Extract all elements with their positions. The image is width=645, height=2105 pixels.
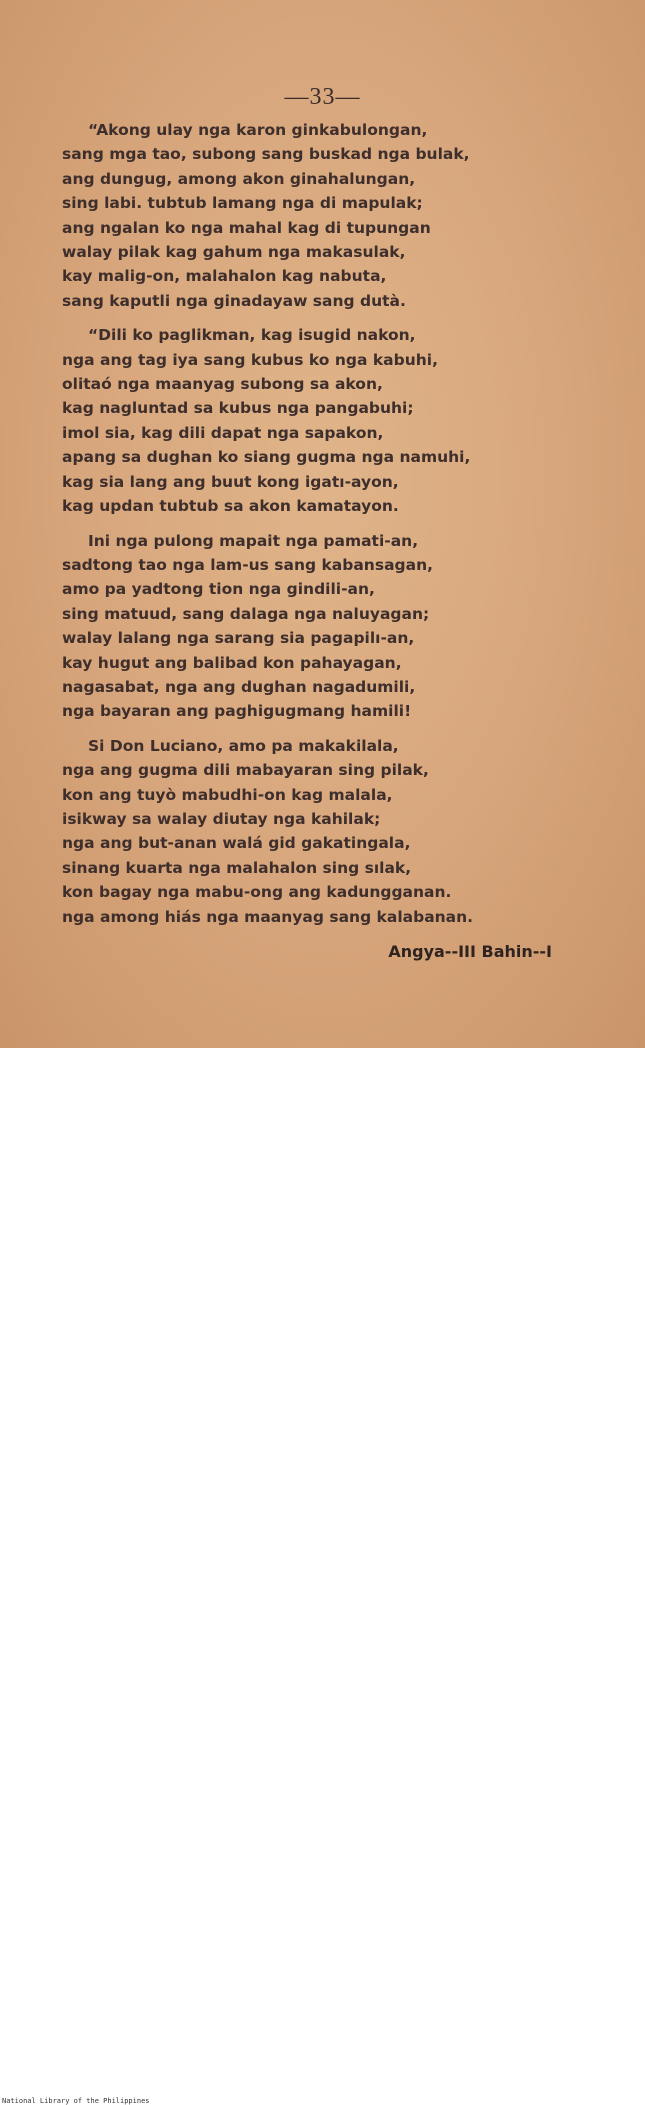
poem-line: ang dungug, among akon ginahalungan, xyxy=(62,169,416,188)
poem-line: apang sa dughan ko siang gugma nga namuhi, xyxy=(62,448,471,467)
poem-line: kag nagluntad sa kubus nga pangabuhi; xyxy=(62,399,414,418)
poem-line: kag sia lang ang buut kong igatı-ayon, xyxy=(62,472,399,491)
poem-line: kay hugut ang balibad kon pahayagan, xyxy=(62,653,402,672)
poem-line: “Akong ulay nga karon ginkabulongan, xyxy=(88,121,428,139)
poem-line: sinang kuarta nga malahalon sing sılak, xyxy=(62,858,412,877)
library-watermark: National Library of the Philippines xyxy=(2,2097,150,2105)
poem-line: walay pilak kag gahum nga makasulak, xyxy=(62,243,406,262)
poem-line: amo pa yadtong tion nga gindili-an, xyxy=(62,580,375,599)
poem-line: ang ngalan ko nga mahal kag di tupungan xyxy=(62,218,431,237)
poem-line: nga ang but-anan walá gid gakatingala, xyxy=(62,834,411,853)
poem-line: nagasabat, nga ang dughan nagadumili, xyxy=(62,677,416,696)
poem-line: nga bayaran ang paghigugmang hamili! xyxy=(62,702,412,721)
poem-line: sang mga tao, subong sang buskad nga bulak, xyxy=(62,145,470,164)
poem-line: sang kaputli nga ginadayaw sang dutà. xyxy=(62,291,406,310)
poem-line: Ini nga pulong mapait nga pamati-an, xyxy=(88,531,419,550)
bottom-strip xyxy=(0,1048,645,2105)
poem-line: imol sia, kag dili dapat nga sapakon, xyxy=(62,423,384,442)
poem-line: sadtong tao nga lam-us sang kabansagan, xyxy=(62,555,434,574)
poem-line: nga ang tag iya sang kubus ko nga kabuhi, xyxy=(62,350,438,369)
poem-line: kon bagay nga mabu-ong ang kadungganan. xyxy=(62,883,452,902)
poem-text xyxy=(62,118,562,939)
book-page xyxy=(0,0,645,1048)
stanza-1 xyxy=(62,118,562,313)
stanza-3 xyxy=(62,529,562,724)
poem-line: walay lalang nga sarang sia pagapilı-an, xyxy=(62,629,415,648)
stanza-4 xyxy=(62,734,562,929)
poem-line: sing labi. tubtub lamang nga di mapulak; xyxy=(62,194,423,213)
poem-line: sing matuud, sang dalaga nga naluyagan; xyxy=(62,604,430,623)
poem-line: Si Don Luciano, amo pa makakilala, xyxy=(88,736,399,755)
poem-line: olitaó nga maanyag subong sa akon, xyxy=(62,375,383,394)
poem-line: kag updan tubtub sa akon kamatayon. xyxy=(62,497,399,516)
page-number: —33— xyxy=(284,84,361,110)
stanza-2 xyxy=(62,323,562,518)
poem-line: kon ang tuyò mabudhi-on kag malala, xyxy=(62,785,393,804)
poem-line: nga among hiás nga maanyag sang kalabanan. xyxy=(62,907,474,926)
chapter-footer: Angya--III Bahin--I xyxy=(388,942,552,961)
poem-line: isikway sa walay diutay nga kahilak; xyxy=(62,809,381,828)
poem-line: kay malig-on, malahalon kag nabuta, xyxy=(62,267,387,286)
poem-line: nga ang gugma dili mabayaran sing pilak, xyxy=(62,761,429,780)
poem-line: “Dili ko paglikman, kag isugid nakon, xyxy=(88,326,416,345)
